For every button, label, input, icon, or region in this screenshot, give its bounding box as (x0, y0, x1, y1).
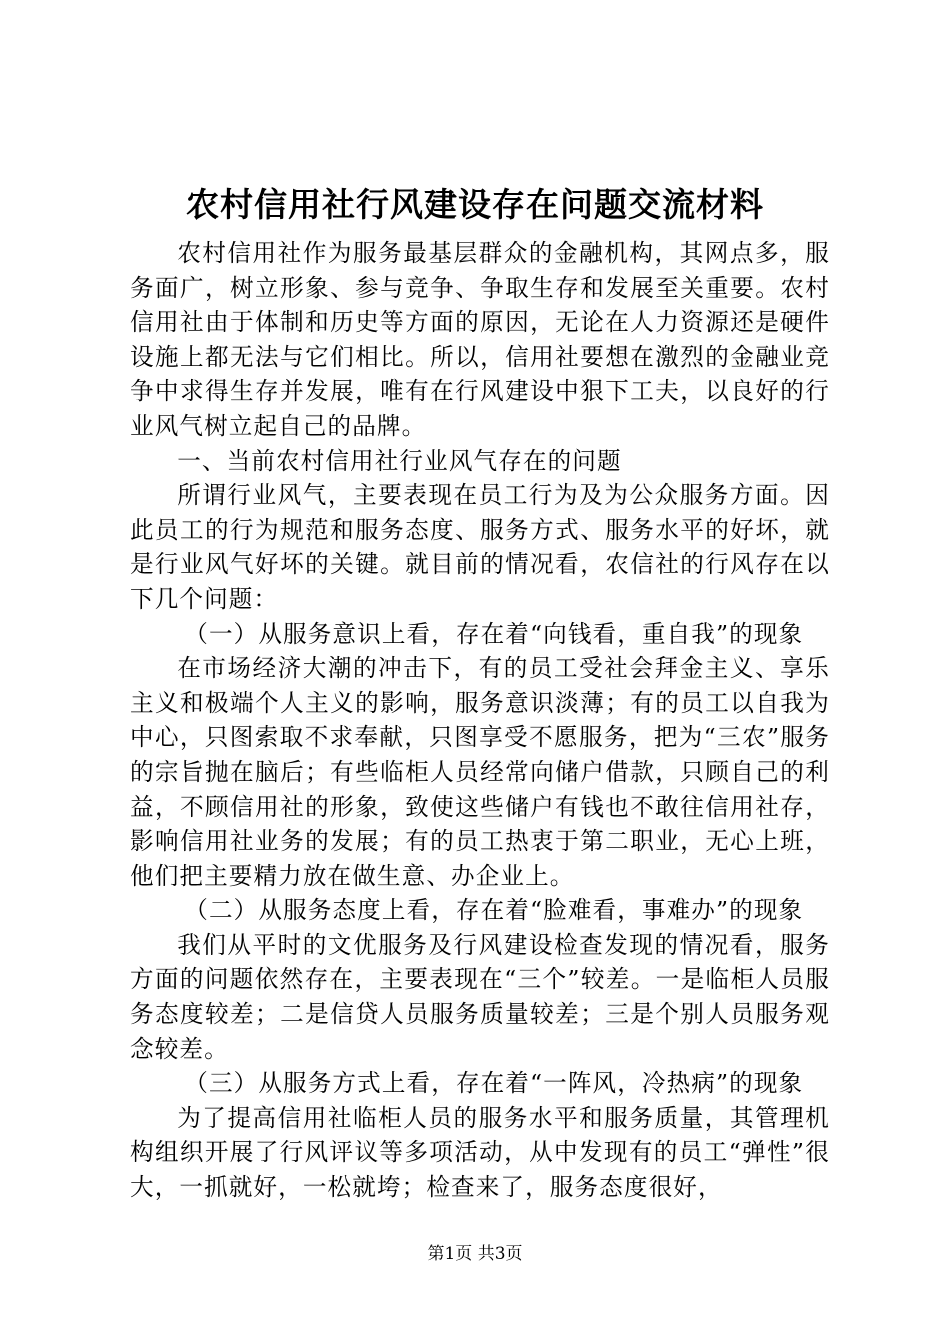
paragraph-service-awareness: 在市场经济大潮的冲击下，有的员工受社会拜金主义、享乐主义和极端个人主义的影响，服务意识淡薄；有的员工以自我为中心，只图索取不求奉献，只图享受不愿服务，把为“三农”服务的宗旨抛在脑后；有些临柜人员经常向储户借款，只顾自己的利益，不顾信用社的形象，致使这些储户有钱也不敢往信用社存，影响信用社业务的发展；有的员工热衷于第二职业，无心上班，他们把主要精力放在做生意、办企业上。 (130, 654, 830, 890)
paragraph-intro: 农村信用社作为服务最基层群众的金融机构，其网点多，服务面广，树立形象、参与竞争、争取生存和发展至关重要。农村信用社由于体制和历史等方面的原因，无论在人力资源还是硬件设施上都无法与它们相比。所以，信用社要想在激烈的金融业竞争中求得生存并发展，唯有在行风建设中狠下工夫，以良好的行业风气树立起自己的品牌。 (130, 239, 830, 440)
document-body (130, 236, 830, 1205)
paragraph-service-method: 为了提高信用社临柜人员的服务水平和服务质量，其管理机构组织开展了行风评议等多项活动，从中发现有的员工“弹性”很大，一抓就好，一松就垮；检查来了，服务态度很好， (130, 1103, 830, 1202)
subheading-service-method: （三）从服务方式上看，存在着“一阵风，冷热病”的现象 (184, 1069, 804, 1098)
paragraph-industry-style: 所谓行业风气，主要表现在员工行为及为公众服务方面。因此员工的行为规范和服务态度、服务方式、服务水平的好坏，就是行业风气好坏的关键。就目前的情况看，农信社的行风存在以下几个问题： (130, 481, 830, 613)
document-title: 农村信用社行风建设存在问题交流材料 (186, 185, 764, 224)
subheading-service-awareness: （一）从服务意识上看，存在着“向钱看，重自我”的现象 (184, 619, 804, 648)
page-footer: 第1页 共3页 (427, 1244, 523, 1264)
paragraph-service-attitude: 我们从平时的文优服务及行风建设检查发现的情况看，服务方面的问题依然存在，主要表现在“三个”较差。一是临柜人员服务态度较差；二是信贷人员服务质量较差；三是个别人员服务观念较差。 (130, 930, 830, 1063)
subheading-service-attitude: （二）从服务态度上看，存在着“脸难看，事难办”的现象 (184, 896, 804, 925)
section-heading-1: 一、当前农村信用社行业风气存在的问题 (177, 446, 622, 475)
